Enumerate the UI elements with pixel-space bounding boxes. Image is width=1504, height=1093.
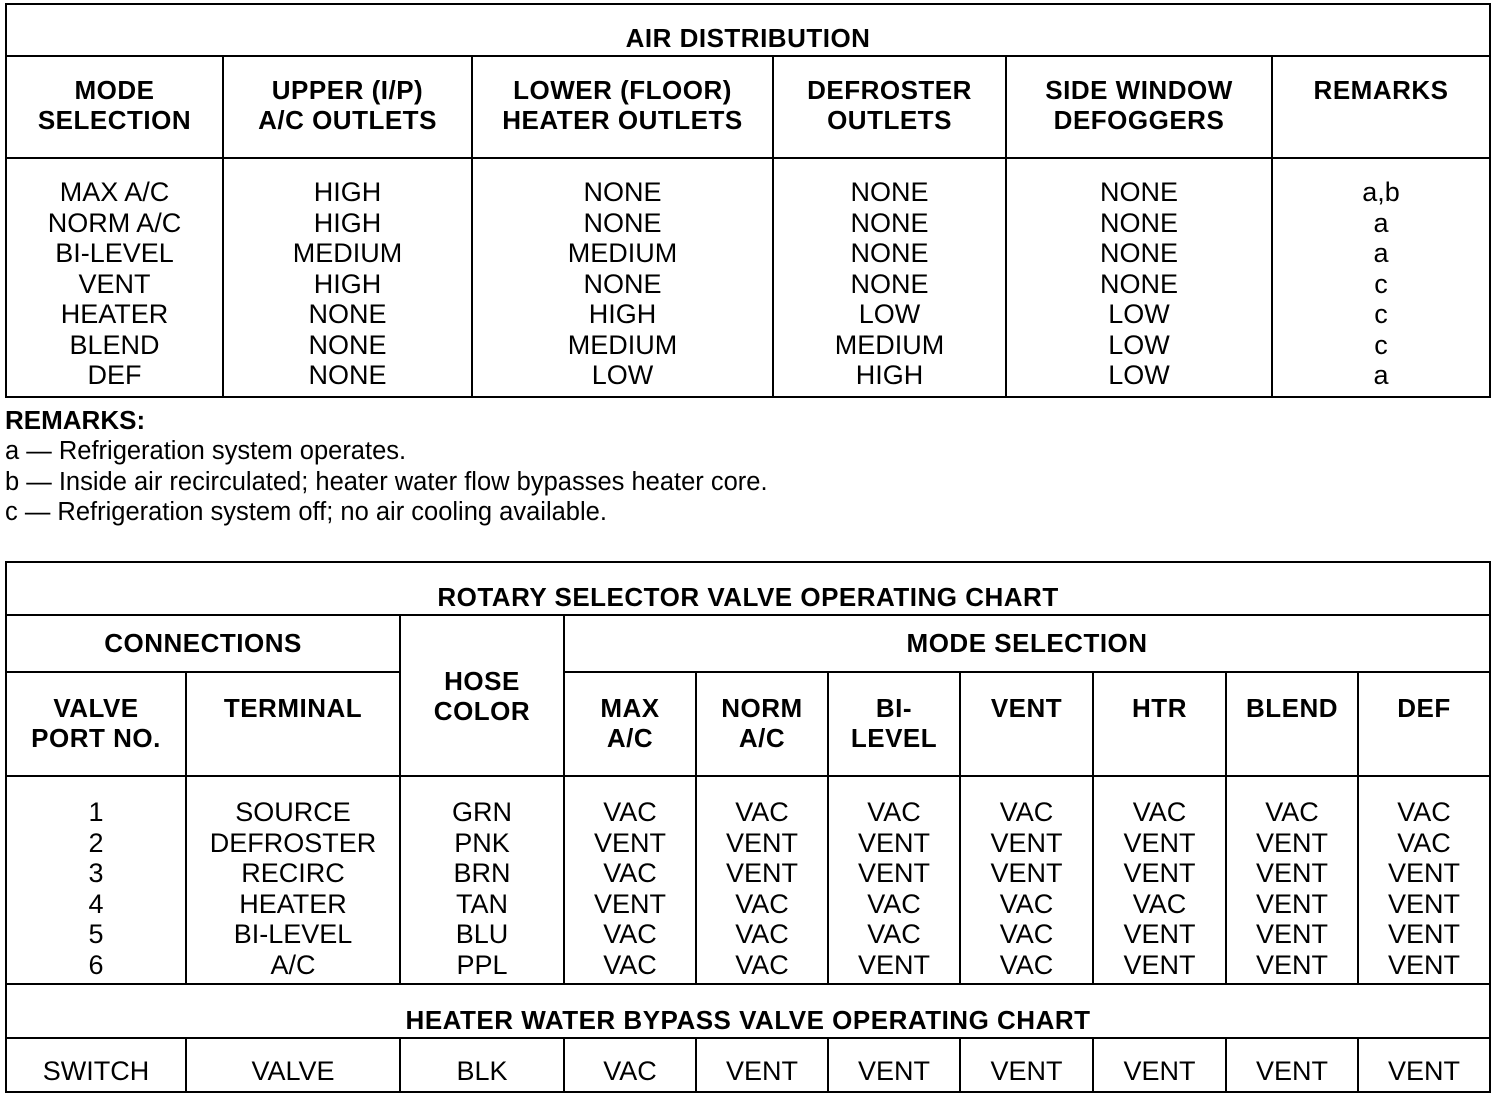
bypass-cell-switch: SWITCH [42,1056,150,1086]
header-lower-heater-outlets: LOWER (FLOOR) HEATER OUTLETS [472,56,773,158]
bypass-cell-vent: VENT [960,1038,1093,1092]
header-upper-ac-outlets: UPPER (I/P) A/C OUTLETS [223,56,472,158]
header-remarks: REMARKS [1272,56,1490,158]
header-terminal: TERMINAL [186,672,400,776]
header-blend: BLEND [1226,672,1358,776]
column-bi-level: VAC VENT VENT VAC VAC VENT [828,776,960,984]
rotary-chart-title: ROTARY SELECTOR VALVE OPERATING CHART [6,562,1490,615]
column-def: VAC VAC VENT VENT VENT VENT [1358,776,1490,984]
air-distribution-table [5,3,1491,398]
column-upper-ac-outlets: HIGH HIGH MEDIUM HIGH NONE NONE NONE [223,158,472,397]
column-hose-color: GRN PNK BRN TAN BLU PPL [400,776,564,984]
header-def: DEF [1358,672,1490,776]
column-mode-selection: MAX A/C NORM A/C BI-LEVEL VENT HEATER BLEND DEF [47,177,182,390]
bypass-cell-def: VENT [1358,1038,1490,1092]
bypass-cell-blk: BLK [400,1038,564,1092]
rotary-selector-valve-chart [5,561,1491,1093]
column-side-window-defoggers: NONE NONE NONE NONE LOW LOW LOW [1006,158,1272,397]
column-vent: VAC VENT VENT VAC VAC VAC [960,776,1093,984]
remark-b: b — Inside air recirculated; heater water flow bypasses heater core. [5,467,768,496]
mode-selection-header: MODE SELECTION [564,615,1490,672]
header-valve-port-no: VALVE PORT NO. [6,672,186,776]
header-mode-selection: MODE SELECTION [6,56,223,158]
header-max-ac: MAX A/C [564,672,696,776]
air-distribution-title: AIR DISTRIBUTION [6,4,1490,56]
connections-header: CONNECTIONS [6,615,400,672]
header-htr: HTR [1093,672,1226,776]
column-max-ac: VAC VENT VAC VENT VAC VAC [564,776,696,984]
hose-color-header: HOSE COLOR [400,615,564,776]
bypass-cell-htr: VENT [1093,1038,1226,1092]
column-htr: VAC VENT VENT VAC VENT VENT [1093,776,1226,984]
header-defroster-outlets: DEFROSTER OUTLETS [773,56,1006,158]
column-blend: VAC VENT VENT VENT VENT VENT [1226,776,1358,984]
column-defroster-outlets: NONE NONE NONE NONE LOW MEDIUM HIGH [773,158,1006,397]
header-norm-ac: NORM A/C [696,672,828,776]
column-valve-port-no: 1 2 3 4 5 6 [6,776,186,984]
bypass-cell-norm-ac: VENT [696,1038,828,1092]
bypass-cell-max-ac: VAC [564,1038,696,1092]
header-bi-level: BI- LEVEL [828,672,960,776]
remarks-section [5,404,768,528]
remarks-heading: REMARKS: [5,405,146,435]
header-side-window-defoggers: SIDE WINDOW DEFOGGERS [1006,56,1272,158]
bypass-cell-blend: VENT [1226,1038,1358,1092]
column-lower-heater-outlets: NONE NONE MEDIUM NONE HIGH MEDIUM LOW [472,158,773,397]
remark-a: a — Refrigeration system operates. [5,437,407,465]
bypass-row [6,1038,1490,1092]
remark-c: c — Refrigeration system off; no air cooling available. [5,498,607,526]
header-vent: VENT [960,672,1093,776]
column-terminal: SOURCE DEFROSTER RECIRC HEATER BI-LEVEL A/C [186,776,400,984]
column-norm-ac: VAC VENT VENT VAC VAC VAC [696,776,828,984]
bypass-cell-bi-level: VENT [828,1038,960,1092]
column-remarks: a,b a a c c c a [1272,158,1490,397]
bypass-chart-title: HEATER WATER BYPASS VALVE OPERATING CHART [6,984,1490,1038]
bypass-cell-valve: VALVE [186,1038,400,1092]
